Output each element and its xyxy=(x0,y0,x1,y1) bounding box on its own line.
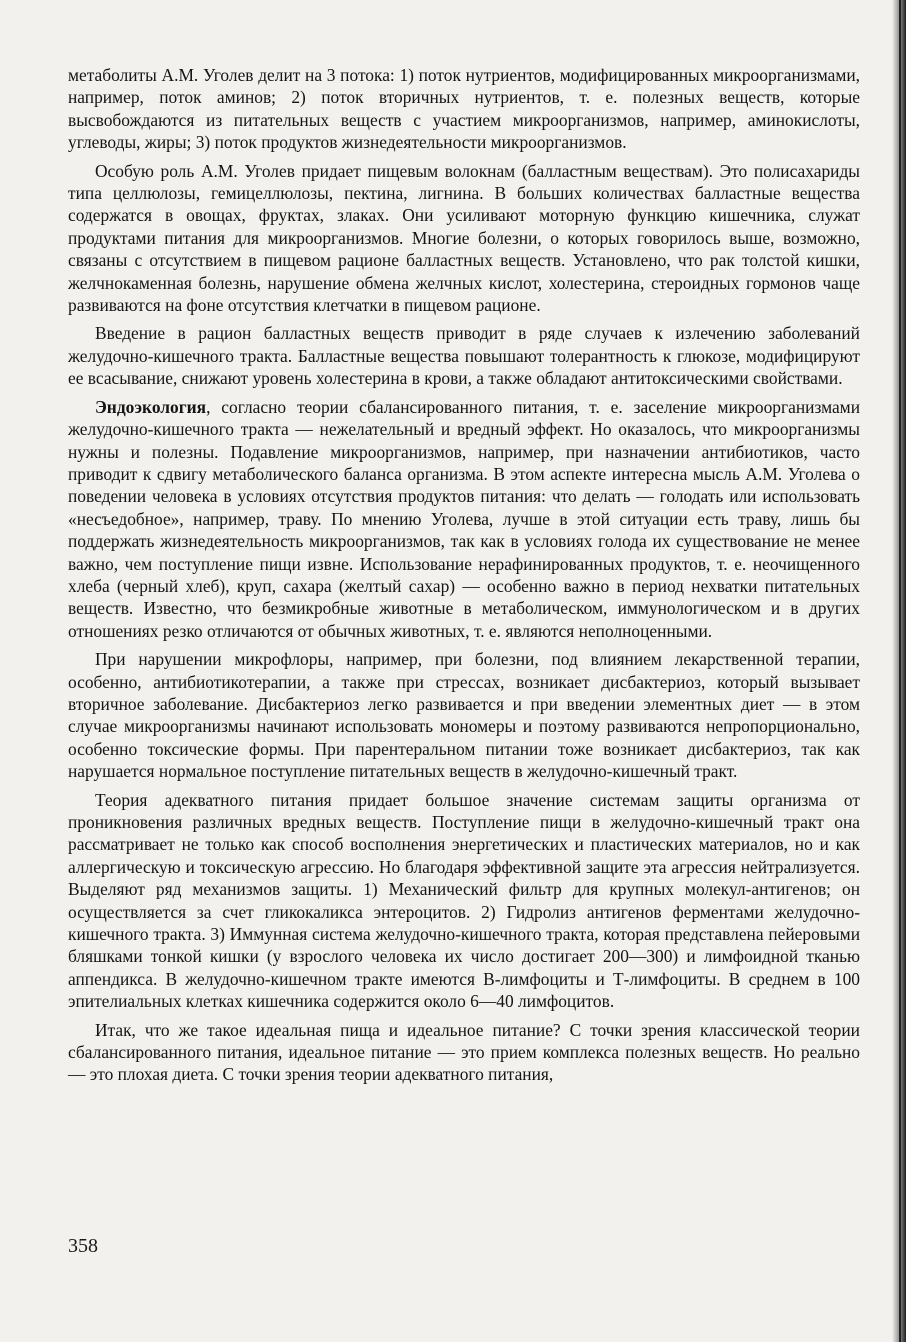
term-endoecology: Эндоэкология xyxy=(95,396,207,417)
paragraph-endoecology xyxy=(68,396,860,642)
page-number: 358 xyxy=(68,1235,98,1257)
scan-edge-line xyxy=(899,0,901,1342)
paragraph-ideal-food: Итак, что же такое идеальная пища и идеальное питание? С точки зрения классической теории сбалансированного питания, идеальное питание — это прием комплекса полезных веществ. Но реально — это плохая диета. С точки зрения теории адекватного питания, xyxy=(68,1019,860,1085)
page-body xyxy=(68,64,860,1092)
paragraph-dietary-fiber: Особую роль А.М. Уголев придает пищевым волокнам (балластным веществам). Это полисахариды типа целлюлозы, гемицеллюлозы, пектина, лигнина. В больших количествах балластные вещества содержатся в овощах, фруктах, злаках. Они усиливают моторную функцию кишечника, служат продуктами питания для микроорганизмов. Многие болезни, о которых говорилось выше, возможно, связаны с отсутствием в пищевом рационе балластных веществ. Установлено, что рак толстой кишки, желчнокаменная болезнь, нарушение обмена желчных кислот, холестерина, стероидных гормонов чаще развиваются на фоне отсутствия клетчатки в пищевом рационе. xyxy=(68,160,860,316)
paragraph-ballast-substances: Введение в рацион балластных веществ приводит в ряде случаев к излечению заболеваний желудочно-кишечного тракта. Балластные вещества повышают толерантность к глюкозе, модифицируют ее всасывание, снижают уровень холестерина в крови, а также обладают антитоксическими свойствами. xyxy=(68,323,860,389)
paragraph-metabolite-streams: метаболиты А.М. Уголев делит на 3 потока: 1) поток нутриентов, модифицированных микроорганизмами, например, поток аминов; 2) поток вторичных нутриентов, т. е. полезных веществ, которые высвобождаются из питательных веществ с участием микроорганизмов, например, аминокислоты, углеводы, жиры; 3) поток продуктов жизнедеятельности микроорганизмов. xyxy=(68,65,860,153)
paragraph-endoecology-text: , согласно теории сбалансированного питания, т. е. заселение микроорганизмами желудочно-кишечного тракта — нежелательный и вредный эффект. Но оказалось, что микроорганизмы нужны и полезны. Подавление микроорганизмов, например, при назначении антибиотиков, часто приводит к сдвигу метаболического баланса организма. В этом аспекте интересна мысль А.М. Уголева о поведении человека в условиях отсутствия продуктов питания: что делать — голодать или использовать «несъедобное», например, траву. По мнению Уголева, лучше в этой ситуации есть траву, лишь бы поддержать жизнедеятельность микроорганизмов, так как в условиях голода их существование не менее важно, чем поступление пищи извне. Использование нерафинированных продуктов, т. е. неочищенного хлеба (черный хлеб), круп, сахара (желтый сахар) — особенно важно в период нехватки питательных веществ. Известно, что безмикробные животные в метаболическом, иммунологическом и в других отношениях резко отличаются от обычных животных, т. е. являются неполноценными. xyxy=(68,396,860,641)
paragraph-protection-systems: Теория адекватного питания придает большое значение системам защиты организма от проникновения различных вредных веществ. Поступление пищи в желудочно-кишечный тракт она рассматривает не только как способ восполнения энергетических и пластических материалов, но и как аллергическую и токсическую агрессию. Но благодаря эффективной защите эта агрессия нейтрализуется. Выделяют ряд механизмов защиты. 1) Механический фильтр для крупных молекул-антигенов; он осуществляется за счет гликокаликса энтероцитов. 2) Гидролиз антигенов ферментами желудочно-кишечного тракта. 3) Иммунная система желудочно-кишечного тракта, которая представлена пейеровыми бляшками тонкой кишки (у взрослого человека их число достигает 200—300) и лимфоидной тканью аппендикса. В желудочно-кишечном тракте имеются В-лимфоциты и Т-лимфоциты. В среднем в 100 эпителиальных клетках кишечника содержится около 6—40 лимфоцитов. xyxy=(68,789,860,1012)
paragraph-dysbacteriosis: При нарушении микрофлоры, например, при болезни, под влиянием лекарственной терапии, особенно, антибиотикотерапии, а также при стрессах, возникает дисбактериоз, который вызывает вторичное заболевание. Дисбактериоз легко развивается и при введении элементных диет — в этом случае микроорганизмы начинают использовать мономеры и поэтому развиваются непропорционально, особенно токсические формы. При парентеральном питании тоже возникает дисбактериоз, так как нарушается нормальное поступление питательных веществ в желудочно-кишечный тракт. xyxy=(68,649,860,782)
